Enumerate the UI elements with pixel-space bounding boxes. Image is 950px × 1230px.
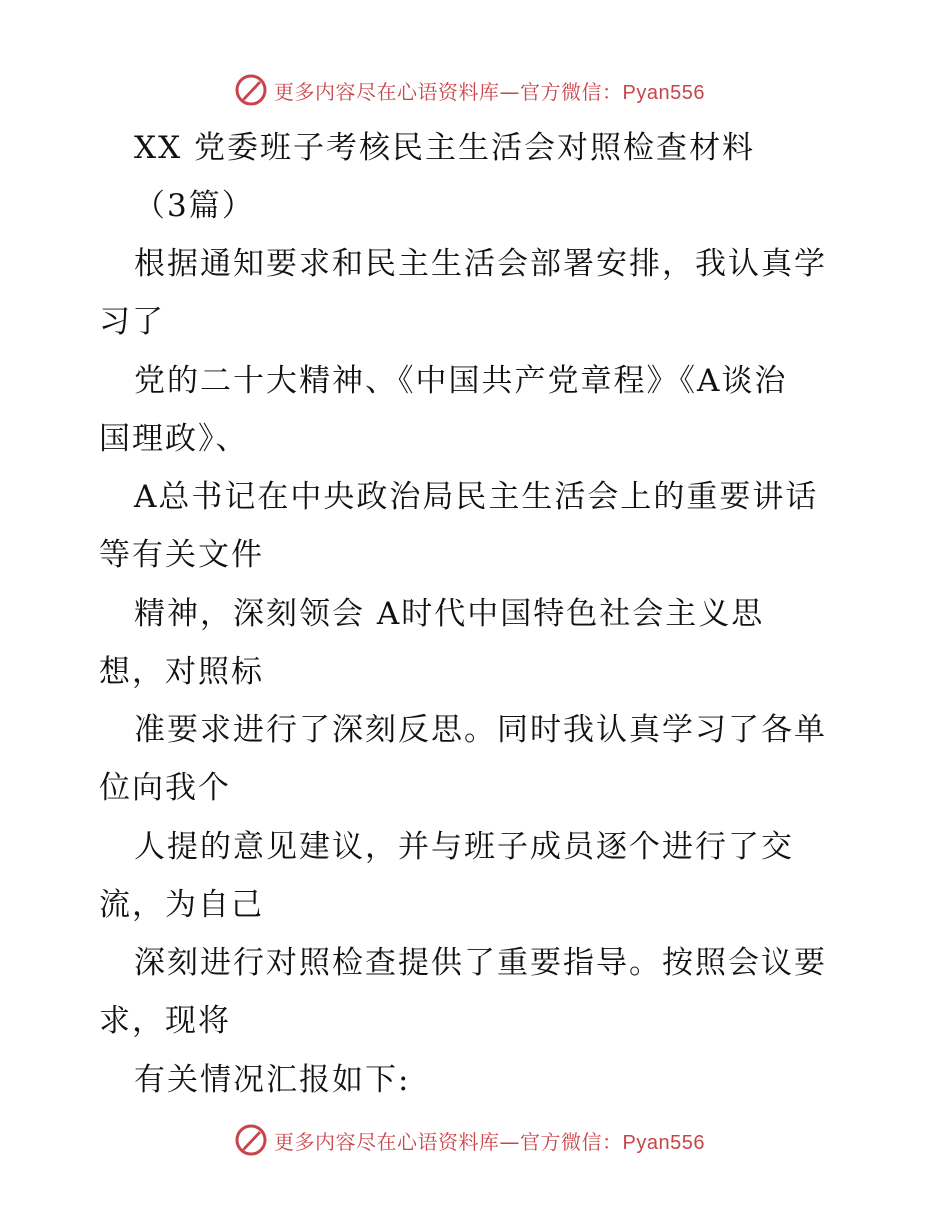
header-watermark [234,72,705,108]
body-line: 精神，深刻领会 A时代中国特色社会主义思 [134,596,765,632]
watermark-separator: — [499,1129,520,1154]
body-line: 准要求进行了深刻反思。同时我认真学习了各单 [134,712,827,748]
body-line: 人提的意见建议，并与班子成员逐个进行了交 [134,829,794,865]
watermark-separator: — [499,79,520,104]
watermark-text: 更多内容尽在心语资料库 [274,1129,500,1154]
watermark-text: 更多内容尽在心语资料库 [274,79,500,104]
body-line: 深刻进行对照检查提供了重要指导。按照会议要 [134,945,827,981]
body-line: 党的二十大精神、《中国共产党章程》《A谈治 [134,363,788,399]
body-line: A总书记在中央政治局民主生活会上的重要讲话 [134,479,819,515]
body-line: 位向我个 [99,770,231,806]
document-subtitle: （3篇） [134,188,255,224]
watermark-suffix: 官方微信：Pyan556 [520,1131,705,1154]
body-line: 求，现将 [99,1003,231,1039]
quill-pen-logo-icon [234,1123,268,1157]
body-line: 想，对照标 [99,654,264,690]
body-line: 习了 [99,304,165,340]
quill-pen-logo-icon [234,73,268,107]
body-line: 流，为自己 [99,887,264,923]
body-line: 国理政》、 [99,421,249,457]
body-line: 根据通知要求和民主生活会部署安排，我认真学 [134,246,827,282]
document-title: XX 党委班子考核民主生活会对照检查材料 [134,130,755,166]
watermark-suffix: 官方微信：Pyan556 [520,81,705,104]
body-line: 有关情况汇报如下: [134,1062,411,1098]
body-line: 等有关文件 [99,537,264,573]
footer-watermark [234,1122,705,1158]
